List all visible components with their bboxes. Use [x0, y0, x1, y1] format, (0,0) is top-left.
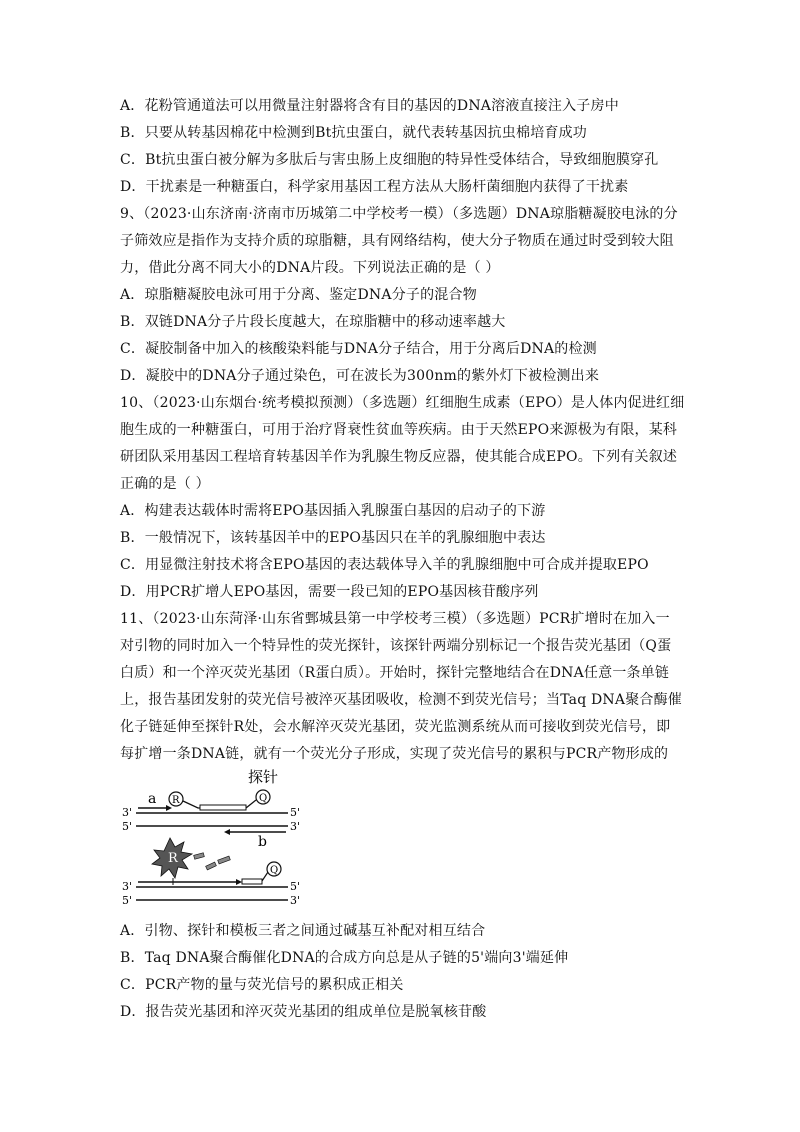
label-a: a: [148, 791, 157, 807]
option-11c: C．PCR产物的量与荧光信号的累积成正相关: [120, 977, 404, 993]
option-8a: A．花粉管通道法可以用微量注射器将含有目的基因的DNA溶液直接注入子房中: [120, 98, 619, 114]
end-3-top: 3': [122, 806, 133, 819]
probe-label: 探针: [248, 768, 279, 786]
probe-link-right: [246, 800, 256, 808]
question-11-line-5: 化子链延伸至探针R处，会水解淬灭荧光基团，荧光监测系统从而可接收到荧光信号，即: [120, 719, 671, 735]
probe-body: [200, 805, 246, 810]
end-5-bottom: 5': [290, 880, 301, 893]
question-11-line-3: 白质）和一个淬灭荧光基团（R蛋白质）。开始时，探针完整地结合在DNA任意一条单链: [120, 665, 670, 681]
fragment-3: [218, 856, 231, 864]
question-11-line-6: 每扩增一条DNA链，就有一个荧光分子形成，实现了荧光信号的累积与PCR产物形成的: [120, 746, 669, 762]
option-9d: D．凝胶中的DNA分子通过染色，可在波长为300nm的紫外灯下被检测出来: [120, 368, 600, 384]
option-8b: B．只要从转基因棉花中检测到Bt抗虫蛋白，就代表转基因抗虫棉培育成功: [120, 125, 588, 141]
probe-remnant: [242, 879, 262, 884]
option-8c: C．Bt抗虫蛋白被分解为多肽后与害虫肠上皮细胞的特异性受体结合，导致细胞膜穿孔: [120, 152, 659, 168]
probe-remnant-link: [262, 872, 268, 881]
option-8d: D．干扰素是一种糖蛋白，科学家用基因工程方法从大肠杆菌细胞内获得了干扰素: [120, 179, 629, 195]
question-9-line-2: 子筛效应是指作为支持介质的琼脂糖，具有网络结构，使大分子物质在通过时受到较大阻: [120, 233, 674, 249]
label-q-top: Q: [259, 793, 268, 804]
end-5-bottom-lower: 5': [122, 894, 133, 907]
pcr-probe-diagram: [118, 768, 308, 918]
option-11d: D．报告荧光基团和淬灭荧光基团的组成单位是脱氧核苷酸: [120, 1004, 487, 1020]
end-3-bottom-lower: 3': [290, 894, 301, 907]
option-10a: A．构建表达载体时需将EPO基因插入乳腺蛋白基因的启动子的下游: [120, 503, 546, 519]
label-r-top: R: [172, 795, 180, 806]
option-9a: A．琼脂糖凝胶电泳可用于分离、鉴定DNA分子的混合物: [120, 287, 477, 303]
end-5-top-lower: 5': [122, 820, 133, 833]
fragment-2: [206, 862, 217, 870]
option-9b: B．双链DNA分子片段长度越大，在琼脂糖中的移动速率越大: [120, 314, 506, 330]
option-10d: D．用PCR扩增人EPO基因，需要一段已知的EPO基因核苷酸序列: [120, 584, 539, 600]
question-11-line-4: 上，报告基团发射的荧光信号被淬灭基团吸收，检测不到荧光信号；当Taq DNA聚合酶催: [120, 692, 682, 708]
fragment-1: [194, 853, 205, 859]
question-11-line-1: 11、（2023·山东菏泽·山东省鄄城县第一中学校考三模）（多选题）PCR扩增时在加入一: [120, 611, 670, 627]
primer-b-arrowhead: [224, 829, 230, 835]
question-10-line-2: 胞生成的一种糖蛋白，可用于治疗肾衰性贫血等疾病。由于天然EPO来源极为有限，某科: [120, 422, 678, 438]
end-5-top: 5': [290, 806, 301, 819]
question-10-line-1: 10、（2023·山东烟台·统考模拟预测）（多选题）红细胞生成素（EPO）是人体内促进红细: [120, 395, 685, 411]
label-q-bottom: Q: [270, 865, 279, 876]
label-b: b: [258, 834, 267, 850]
option-10c: C．用显微注射技术将含EPO基因的表达载体导入羊的乳腺细胞中可合成并提取EPO: [120, 557, 649, 573]
end-3-bottom: 3': [122, 880, 133, 893]
option-10b: B．一般情况下，该转基因羊中的EPO基因只在羊的乳腺细胞中表达: [120, 530, 546, 546]
option-11a: A．引物、探针和模板三者之间通过碱基互补配对相互结合: [120, 923, 486, 939]
end-3-top-lower: 3': [290, 820, 301, 833]
question-10-line-4: 正确的是（ ）: [120, 476, 210, 492]
option-9c: C．凝胶制备中加入的核酸染料能与DNA分子结合，用于分离后DNA的检测: [120, 341, 597, 357]
question-10-line-3: 研团队采用基因工程培育转基因羊作为乳腺生物反应器，使其能合成EPO。下列有关叙述: [120, 449, 678, 465]
option-11b: B．Taq DNA聚合酶催化DNA的合成方向总是从子链的5'端向3'端延伸: [120, 950, 569, 966]
question-9-line-3: 力，借此分离不同大小的DNA片段。下列说法正确的是（ ）: [120, 260, 500, 276]
extended-strand-arrowhead: [236, 879, 242, 885]
question-11-line-2: 对引物的同时加入一个特异性的荧光探针，该探针两端分别标记一个报告荧光基团（Q蛋: [120, 638, 672, 654]
label-r-burst: R: [168, 851, 178, 866]
question-9-line-1: 9、（2023·山东济南·济南市历城第二中学校考一模）（多选题）DNA琼脂糖凝胶电泳的分: [120, 206, 678, 222]
